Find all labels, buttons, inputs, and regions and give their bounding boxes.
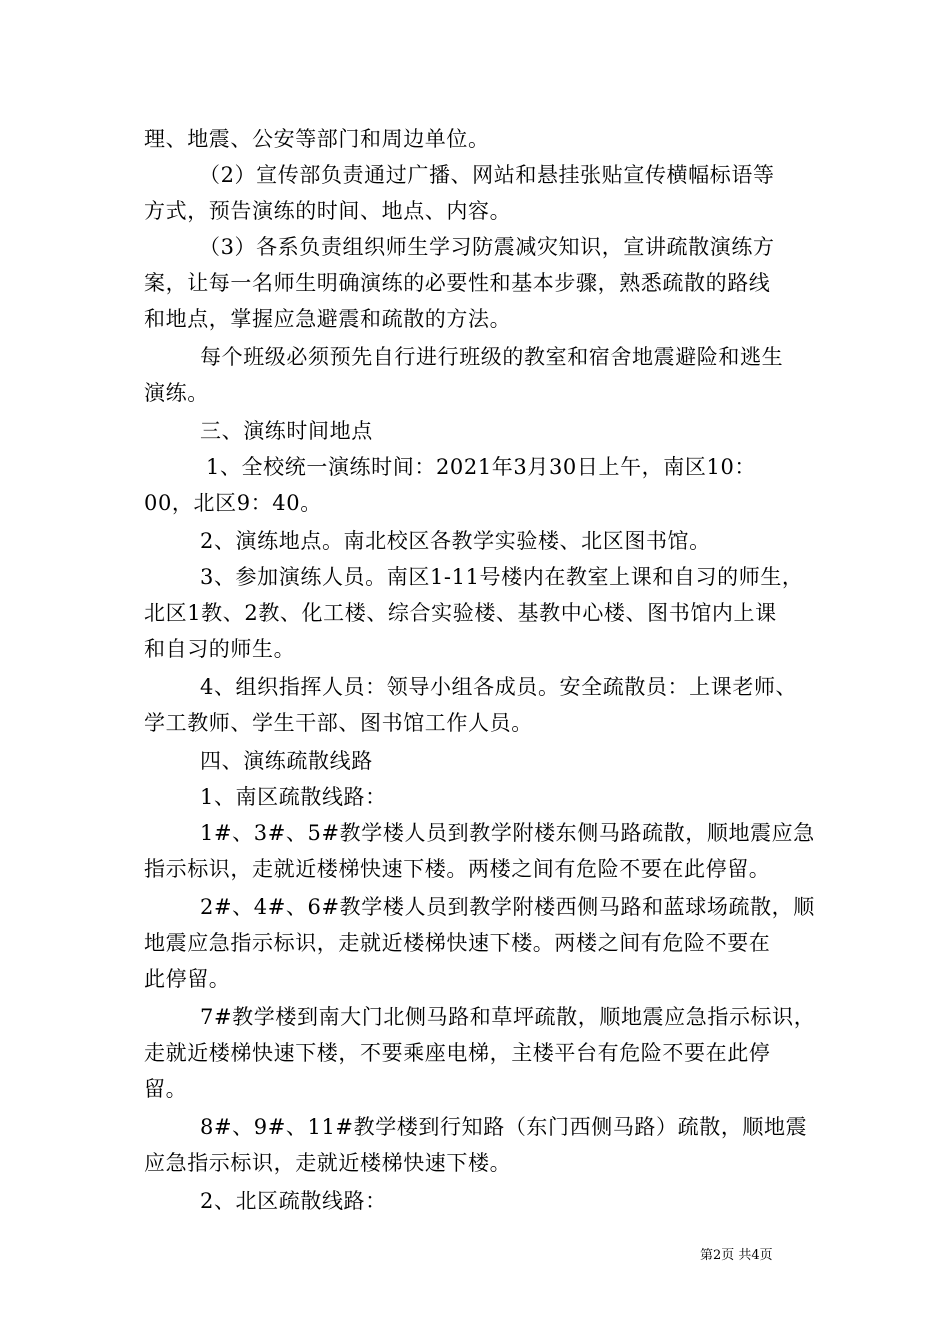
section-heading: 三、演练时间地点 <box>200 419 373 443</box>
text-line: 1#、3#、5#教学楼人员到教学附楼东侧马路疏散，顺地震应急 <box>200 821 815 845</box>
section-heading: 四、演练疏散线路 <box>200 749 373 773</box>
text-line: 00，北区9：40。 <box>144 491 322 515</box>
text-line: 3、参加演练人员。南区1-11号楼内在教室上课和自习的师生， <box>200 565 804 589</box>
text-line: 4、组织指挥人员：领导小组各成员。安全疏散员：上课老师、 <box>200 675 798 699</box>
page-number: 第2页 共4页 <box>700 1248 773 1263</box>
text-line: 每个班级必须预先自行进行班级的教室和宿舍地震避险和逃生 <box>200 345 784 369</box>
text-line: 留。 <box>144 1077 188 1101</box>
text-line: 1、南区疏散线路： <box>200 785 387 809</box>
text-line: 此停留。 <box>144 967 231 991</box>
text-line: 2#、4#、6#教学楼人员到教学附楼西侧马路和蓝球场疏散，顺 <box>200 895 815 919</box>
text-line: （3）各系负责组织师生学习防震减灾知识，宣讲疏散演练方 <box>199 235 775 259</box>
text-line: 8#、9#、11#教学楼到行知路（东门西侧马路）疏散，顺地震 <box>200 1115 808 1139</box>
text-line: 应急指示标识，走就近楼梯快速下楼。 <box>144 1151 512 1175</box>
text-line: 2、演练地点。南北校区各教学实验楼、北区图书馆。 <box>200 529 711 553</box>
text-line: 案，让每一名师生明确演练的必要性和基本步骤，熟悉疏散的路线 <box>144 271 771 295</box>
text-line: 1、全校统一演练时间：2021年3月30日上午，南区10： <box>206 455 757 479</box>
text-line: 2、北区疏散线路： <box>200 1189 387 1213</box>
text-line: 走就近楼梯快速下楼，不要乘座电梯，主楼平台有危险不要在此停 <box>144 1041 771 1065</box>
text-line: 和地点，掌握应急避震和疏散的方法。 <box>144 307 512 331</box>
text-line: 方式，预告演练的时间、地点、内容。 <box>144 199 512 223</box>
text-line: 指示标识，走就近楼梯快速下楼。两楼之间有危险不要在此停留。 <box>144 857 771 881</box>
text-line: 演练。 <box>144 381 209 405</box>
text-line: （2）宣传部负责通过广播、网站和悬挂张贴宣传横幅标语等 <box>199 163 775 187</box>
text-line: 理、地震、公安等部门和周边单位。 <box>144 127 490 151</box>
text-line: 地震应急指示标识，走就近楼梯快速下楼。两楼之间有危险不要在 <box>144 931 771 955</box>
text-line: 7#教学楼到南大门北侧马路和草坪疏散，顺地震应急指示标识， <box>200 1005 816 1029</box>
text-line: 学工教师、学生干部、图书馆工作人员。 <box>144 711 533 735</box>
text-line: 北区1教、2教、化工楼、综合实验楼、基教中心楼、图书馆内上课 <box>144 601 777 625</box>
text-line: 和自习的师生。 <box>144 637 296 661</box>
